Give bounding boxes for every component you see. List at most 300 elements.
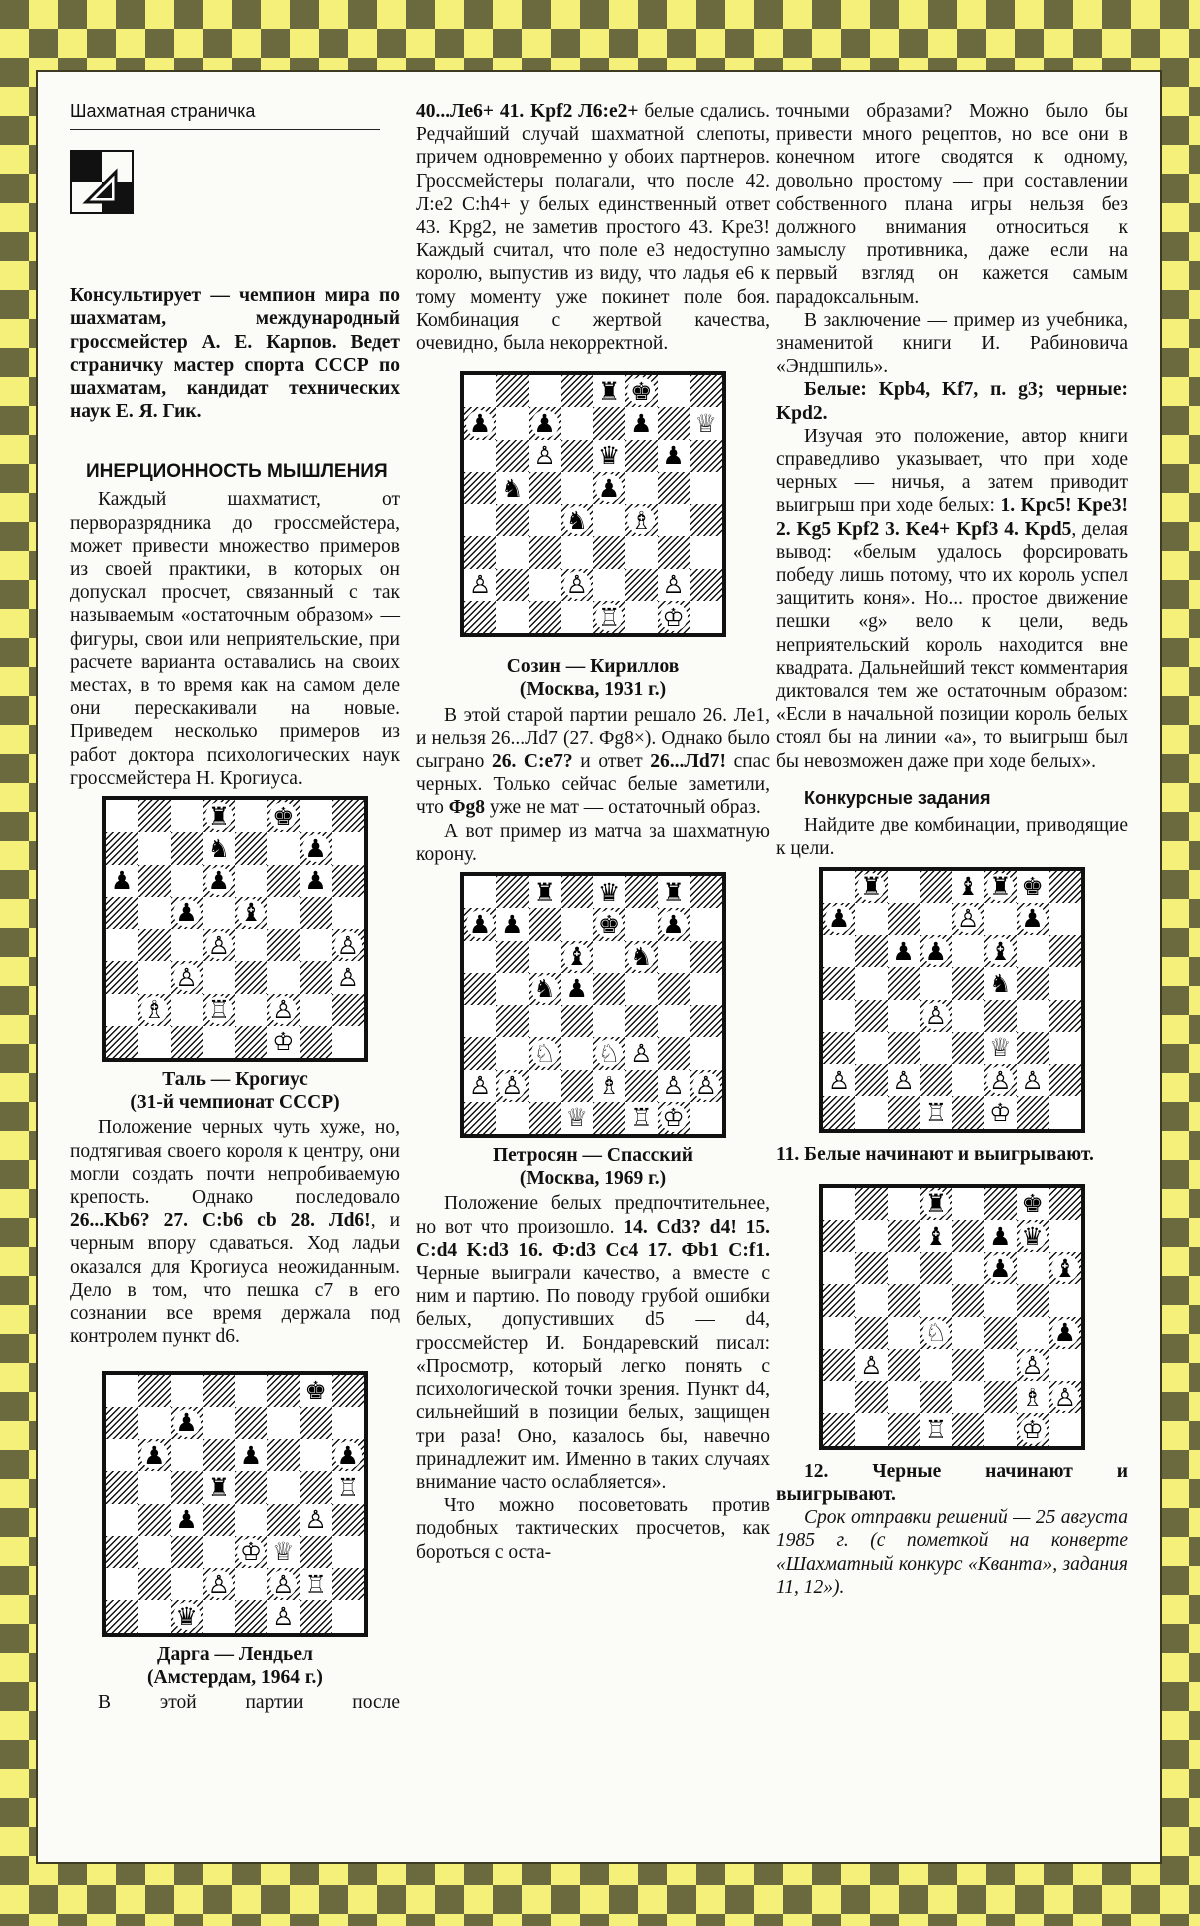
board-square <box>690 1102 722 1134</box>
board-square <box>332 897 364 929</box>
chess-piece-icon: ♙ <box>205 931 233 959</box>
chess-piece-icon: ♕ <box>269 1538 297 1566</box>
board-square <box>464 407 496 439</box>
chess-piece-icon: ♚ <box>595 910 623 938</box>
board-square <box>561 1005 593 1037</box>
board-square <box>1049 1349 1081 1381</box>
board-square <box>920 1284 952 1316</box>
board-square <box>920 1220 952 1252</box>
board-square <box>267 1600 299 1632</box>
caption-players: Дарга — Лендьел <box>157 1643 313 1665</box>
board-square <box>235 1471 267 1503</box>
board-square <box>625 504 657 536</box>
board-square <box>658 1037 690 1069</box>
page <box>38 72 1160 1862</box>
board-square <box>690 472 722 504</box>
board-square <box>203 1026 235 1058</box>
board-square <box>106 1407 138 1439</box>
board-square <box>332 1504 364 1536</box>
board-square <box>984 1317 1016 1349</box>
board-square <box>625 973 657 1005</box>
board-square <box>496 407 528 439</box>
board-square <box>203 1439 235 1471</box>
board-square <box>984 1381 1016 1413</box>
chess-piece-icon: ♛ <box>173 1602 201 1630</box>
board-square <box>267 897 299 929</box>
board-square <box>920 1032 952 1064</box>
board-square <box>496 973 528 1005</box>
board-square <box>690 908 722 940</box>
board-square <box>658 973 690 1005</box>
chess-piece-icon: ♟ <box>108 867 136 895</box>
board-square <box>658 1005 690 1037</box>
board-square <box>823 967 855 999</box>
board-square <box>888 871 920 903</box>
paragraph: Что можно посоветовать против подобных тактических просчетов, как бороться с оста- <box>416 1495 770 1563</box>
board-square <box>690 1037 722 1069</box>
board-square <box>561 472 593 504</box>
board-square <box>235 800 267 832</box>
chess-piece-icon: ♟ <box>660 442 688 470</box>
board-square <box>464 536 496 568</box>
chess-piece-icon: ♚ <box>627 377 655 405</box>
board-square <box>984 871 1016 903</box>
chess-piece-icon: ♘ <box>531 1039 559 1067</box>
board-square <box>235 1439 267 1471</box>
board-square <box>561 908 593 940</box>
paragraph <box>416 1192 770 1494</box>
paragraph <box>776 425 1128 773</box>
board-square <box>952 1413 984 1445</box>
board-square <box>138 1471 170 1503</box>
text-span: В этой старой партии решало 26. Ле1, и нельзя 26...Лd7 (27. Фg8×). Однако было сыграно <box>416 704 770 773</box>
board-square <box>235 994 267 1026</box>
board-square <box>171 1536 203 1568</box>
board-square <box>332 1536 364 1568</box>
board-square <box>984 903 1016 935</box>
chess-piece-icon: ♙ <box>334 931 362 959</box>
board-square <box>690 440 722 472</box>
chess-piece-icon: ♙ <box>531 442 559 470</box>
board-square <box>464 1005 496 1037</box>
chess-piece-icon: ♝ <box>954 873 982 901</box>
chess-piece-icon: ♕ <box>563 1104 591 1132</box>
board-square <box>823 1032 855 1064</box>
board-square <box>171 897 203 929</box>
caption-event: (Амстердам, 1964 г.) <box>147 1666 323 1688</box>
board-square <box>561 407 593 439</box>
chess-piece-icon: ♙ <box>692 1072 720 1100</box>
text-span: белые сдались. Редчайший случай шахматной слепоты, причем одновременно у обоих партнеров. Гроссмейстеры полагали, что после 42. Л:е2 С:h4+ у белых единственный ответ 43. Kpg2, не заметив простого 43. Kpe3! Каждый считал, что поле е3 недоступно королю, выпустив из виду, что ладья е6 к тому моменту уже покинет поле боя. Комбинация с жертвой качества, очевидно, была некорректной. <box>416 101 770 355</box>
board-square <box>625 876 657 908</box>
board-square <box>464 569 496 601</box>
board-square <box>855 967 887 999</box>
board-square <box>300 897 332 929</box>
chess-piece-icon: ♙ <box>986 1066 1014 1094</box>
board-square <box>1049 1064 1081 1096</box>
board-square <box>203 1471 235 1503</box>
board-square <box>267 1026 299 1058</box>
board-square <box>855 903 887 935</box>
chess-piece-icon: ♙ <box>1051 1383 1079 1411</box>
board-square <box>561 1070 593 1102</box>
text-span: уже не мат — остаточный образ. <box>484 797 761 819</box>
chess-board <box>102 796 368 1062</box>
chess-piece-icon: ♟ <box>986 1222 1014 1250</box>
board-square <box>235 832 267 864</box>
board-square <box>952 1000 984 1032</box>
board-square <box>855 1252 887 1284</box>
board-square <box>561 536 593 568</box>
board-square <box>920 967 952 999</box>
board-square <box>332 1439 364 1471</box>
board-square <box>332 1568 364 1600</box>
column-1 <box>70 100 400 1714</box>
paragraph <box>70 1116 400 1348</box>
board-square <box>888 1064 920 1096</box>
board-square <box>888 903 920 935</box>
board-square <box>267 832 299 864</box>
board-square <box>888 1252 920 1284</box>
board-square <box>593 569 625 601</box>
board-square <box>332 832 364 864</box>
board-square <box>1017 1188 1049 1220</box>
board-square <box>138 800 170 832</box>
chess-piece-icon: ♖ <box>302 1570 330 1598</box>
board-square <box>171 832 203 864</box>
board-square <box>496 1102 528 1134</box>
board-square <box>171 865 203 897</box>
text-span: , и черным впору сдаваться. Ход ладьи оказался для Крогиуса неожиданным. Дело в том, что пешка с7 в его сознании все время держала под контролем пункт d6. <box>70 1210 400 1348</box>
board-square <box>920 1317 952 1349</box>
board-square <box>171 1375 203 1407</box>
board-square <box>984 1096 1016 1128</box>
board-square <box>561 1037 593 1069</box>
board-square <box>106 929 138 961</box>
chess-piece-icon: ♛ <box>595 442 623 470</box>
chess-piece-icon: ♝ <box>922 1222 950 1250</box>
board-square <box>496 941 528 973</box>
board-square <box>106 800 138 832</box>
board-square <box>1017 1413 1049 1445</box>
move-notation: 26. С:е7? <box>491 751 573 773</box>
board-square <box>529 973 561 1005</box>
chess-piece-icon: ♞ <box>986 969 1014 997</box>
chess-piece-icon: ♚ <box>1019 873 1047 901</box>
chess-piece-icon: ♙ <box>563 571 591 599</box>
board-square <box>952 1349 984 1381</box>
board-square <box>332 1375 364 1407</box>
chess-piece-icon: ♔ <box>986 1098 1014 1126</box>
board-square <box>529 908 561 940</box>
board-square <box>888 1317 920 1349</box>
board-square <box>203 1504 235 1536</box>
board-square <box>690 569 722 601</box>
board-square <box>593 908 625 940</box>
board-square <box>823 1317 855 1349</box>
caption-players: Петросян — Спасский <box>492 1145 693 1167</box>
board-square <box>658 407 690 439</box>
chess-piece-icon: ♝ <box>563 943 591 971</box>
board-square <box>561 504 593 536</box>
board-square <box>1017 1317 1049 1349</box>
text-span: , делая вывод: «белым удалось форсировать победу лишь потому, что их король успел защитить коня». Но... простое движение пешки «g» вело к цели, ведь неприятельский король находится вне квадрата. Дальнейший текст комментария диктовался тем же остаточным образом: «Если в начальной позиции король белых стоял бы на линии «а», то выигрыш был бы невозможен даже при ходе белых». <box>776 518 1128 772</box>
board-square <box>464 504 496 536</box>
board-square <box>1049 1317 1081 1349</box>
chess-piece-icon: ♜ <box>205 1473 233 1501</box>
board-square <box>1049 1252 1081 1284</box>
board-square <box>529 504 561 536</box>
board-square <box>625 375 657 407</box>
caption-players: Созин — Кириллов <box>506 656 680 678</box>
board-square <box>235 1568 267 1600</box>
board-square <box>823 903 855 935</box>
chess-piece-icon: ♖ <box>334 1473 362 1501</box>
caption-players: Таль — Крогиус <box>162 1069 308 1091</box>
task-caption: 12. Черные начинают и выигрывают. <box>776 1460 1128 1505</box>
board-square <box>203 1568 235 1600</box>
board-square <box>203 1536 235 1568</box>
board-square <box>300 961 332 993</box>
chess-piece-icon: ♘ <box>595 1039 623 1067</box>
board-square <box>300 929 332 961</box>
board-square <box>561 601 593 633</box>
board-square <box>171 1600 203 1632</box>
board-square <box>952 1252 984 1284</box>
board-square <box>496 876 528 908</box>
board-square <box>984 1349 1016 1381</box>
board-square <box>496 569 528 601</box>
board-square <box>300 1471 332 1503</box>
board-square <box>658 504 690 536</box>
board-square <box>171 1471 203 1503</box>
chess-piece-icon: ♟ <box>302 834 330 862</box>
board-square <box>138 1407 170 1439</box>
board-square <box>267 1504 299 1536</box>
board-square <box>300 994 332 1026</box>
board-square <box>593 407 625 439</box>
board-square <box>855 1317 887 1349</box>
chess-piece-icon: ♙ <box>269 996 297 1024</box>
board-square <box>690 504 722 536</box>
chess-piece-icon: ♔ <box>660 1104 688 1132</box>
board-square <box>235 1504 267 1536</box>
board-square <box>690 1070 722 1102</box>
board-square <box>625 1102 657 1134</box>
board-square <box>952 967 984 999</box>
board-square <box>888 1032 920 1064</box>
board-square <box>1017 1096 1049 1128</box>
board-square <box>529 375 561 407</box>
chess-piece-icon: ♜ <box>660 878 688 906</box>
board-square <box>529 876 561 908</box>
board-square <box>203 865 235 897</box>
board-square <box>267 865 299 897</box>
board-square <box>203 1600 235 1632</box>
board-square <box>593 440 625 472</box>
chess-piece-icon: ♞ <box>205 834 233 862</box>
text-span: Положение белых предпочтительнее, но вот что произошло. <box>416 1193 770 1238</box>
board-square <box>235 865 267 897</box>
chess-piece-icon: ♜ <box>857 873 885 901</box>
board-square <box>203 961 235 993</box>
paragraph: В этой партии после <box>98 1691 400 1713</box>
board-square <box>593 973 625 1005</box>
board-square <box>658 536 690 568</box>
board-square <box>235 929 267 961</box>
board-square <box>952 1284 984 1316</box>
board-square <box>561 569 593 601</box>
chess-piece-icon: ♟ <box>237 1441 265 1469</box>
board-square <box>1017 1252 1049 1284</box>
chess-piece-icon: ♖ <box>595 603 623 631</box>
chess-piece-icon: ♞ <box>563 506 591 534</box>
caption-event: (Москва, 1969 г.) <box>519 1168 667 1190</box>
board-square <box>300 1536 332 1568</box>
board-square <box>138 929 170 961</box>
chess-piece-icon: ♗ <box>1019 1383 1047 1411</box>
board-square <box>106 1026 138 1058</box>
board-square <box>952 1381 984 1413</box>
board-caption <box>416 655 770 701</box>
chess-board <box>819 867 1085 1133</box>
chess-piece-icon: ♟ <box>466 410 494 438</box>
board-square <box>203 897 235 929</box>
text-span: Изучая это положение, автор книги справедливо указывает, что при ходе черных — ничья, а затем приводит выигрыш при ходе белых: <box>776 425 1128 517</box>
board-square <box>267 1439 299 1471</box>
board-caption <box>70 1068 400 1114</box>
board-square <box>529 1037 561 1069</box>
chess-piece-icon: ♟ <box>563 975 591 1003</box>
board-square <box>203 1407 235 1439</box>
chess-piece-icon: ♛ <box>1019 1222 1047 1250</box>
board-square <box>625 440 657 472</box>
board-square <box>138 1536 170 1568</box>
chess-board <box>102 1371 368 1637</box>
board-square <box>235 1407 267 1439</box>
board-square <box>106 1568 138 1600</box>
board-square <box>823 1349 855 1381</box>
board-square <box>920 1252 952 1284</box>
board-square <box>625 941 657 973</box>
chess-piece-icon: ♙ <box>954 905 982 933</box>
paragraph <box>416 100 770 355</box>
board-square <box>1017 967 1049 999</box>
chess-piece-icon: ♙ <box>857 1351 885 1379</box>
chess-piece-icon: ♟ <box>1019 905 1047 933</box>
chess-piece-icon: ♟ <box>140 1441 168 1469</box>
board-square <box>496 375 528 407</box>
chess-piece-icon: ♚ <box>302 1377 330 1405</box>
chess-piece-icon: ♖ <box>205 996 233 1024</box>
board-square <box>529 536 561 568</box>
chess-piece-icon: ♜ <box>986 873 1014 901</box>
board-square <box>888 1284 920 1316</box>
text-span: Черные выиграли качество, а вместе с ним и партию. По поводу грубой ошибки белых, допустивших d5 — d4, гроссмейстер И. Бондаревский писал: «Просмотр, который легко понять с психологической точки зрения. Пункт d4, сильнейший в позиции белых, защищен три раза! Оно, казалось бы, навечно принадлежит им. Именно в таких случаях внимание часто ослабляется». <box>416 1263 770 1493</box>
chess-piece-icon: ♕ <box>692 410 720 438</box>
board-square <box>138 1375 170 1407</box>
board-caption <box>416 1144 770 1190</box>
board-square <box>332 994 364 1026</box>
column-2 <box>416 100 770 1564</box>
board-square <box>464 472 496 504</box>
chess-piece-icon: ♙ <box>498 1072 526 1100</box>
board-square <box>690 601 722 633</box>
board-square <box>171 800 203 832</box>
chess-piece-icon: ♙ <box>205 1570 233 1598</box>
move-notation: 26...Kb6? 27. C:b6 cb 28. Лd6! <box>70 1210 371 1232</box>
board-square <box>300 1407 332 1439</box>
board-square <box>823 1252 855 1284</box>
board-square <box>267 994 299 1026</box>
chess-piece-icon: ♟ <box>334 1441 362 1469</box>
board-square <box>920 903 952 935</box>
board-square <box>984 1032 1016 1064</box>
board-square <box>496 536 528 568</box>
chess-piece-icon: ♞ <box>498 474 526 502</box>
board-square <box>658 569 690 601</box>
board-square <box>300 1600 332 1632</box>
chess-piece-icon: ♗ <box>595 1072 623 1100</box>
board-square <box>332 865 364 897</box>
move-notation: 26...Лd7! <box>650 751 726 773</box>
board-square <box>529 941 561 973</box>
board-square <box>855 871 887 903</box>
board-square <box>823 1381 855 1413</box>
board-square <box>496 908 528 940</box>
board-square <box>658 472 690 504</box>
board-square <box>984 1252 1016 1284</box>
board-square <box>823 1064 855 1096</box>
board-square <box>593 1037 625 1069</box>
board-square <box>593 876 625 908</box>
board-square <box>690 536 722 568</box>
board-square <box>496 504 528 536</box>
board-square <box>464 876 496 908</box>
board-caption <box>70 1643 400 1689</box>
board-square <box>1049 1381 1081 1413</box>
chess-piece-icon: ♟ <box>498 910 526 938</box>
board-square <box>855 1381 887 1413</box>
board-square <box>203 929 235 961</box>
caption-event: (Москва, 1931 г.) <box>519 679 667 701</box>
board-square <box>855 935 887 967</box>
board-square <box>1017 935 1049 967</box>
board-square <box>106 1439 138 1471</box>
board-square <box>1017 1220 1049 1252</box>
caption-event: (31-й чемпионат СССР) <box>130 1092 340 1114</box>
board-square <box>138 897 170 929</box>
board-square <box>203 800 235 832</box>
paragraph: Найдите две комбинации, приводящие к цели. <box>776 815 1128 860</box>
chess-piece-icon: ♙ <box>1019 1351 1047 1379</box>
board-square <box>1049 1032 1081 1064</box>
board-square <box>855 1096 887 1128</box>
board-square <box>203 994 235 1026</box>
board-square <box>855 1413 887 1445</box>
board-square <box>920 1096 952 1128</box>
board-square <box>855 1188 887 1220</box>
board-square <box>1049 1096 1081 1128</box>
move-notation: 40...Ле6+ 41. Kpf2 Л6:е2+ <box>416 101 639 122</box>
paragraph: А вот пример из матча за шахматную корону. <box>416 820 770 865</box>
move-notation: 14. Cd3? d4! 15. C:d4 K:d3 16. Ф:d3 Сс4 17. Фb1 С:f1. <box>416 1216 770 1261</box>
board-square <box>984 1064 1016 1096</box>
board-square <box>658 375 690 407</box>
board-square <box>625 407 657 439</box>
board-square <box>235 1600 267 1632</box>
board-square <box>106 1375 138 1407</box>
